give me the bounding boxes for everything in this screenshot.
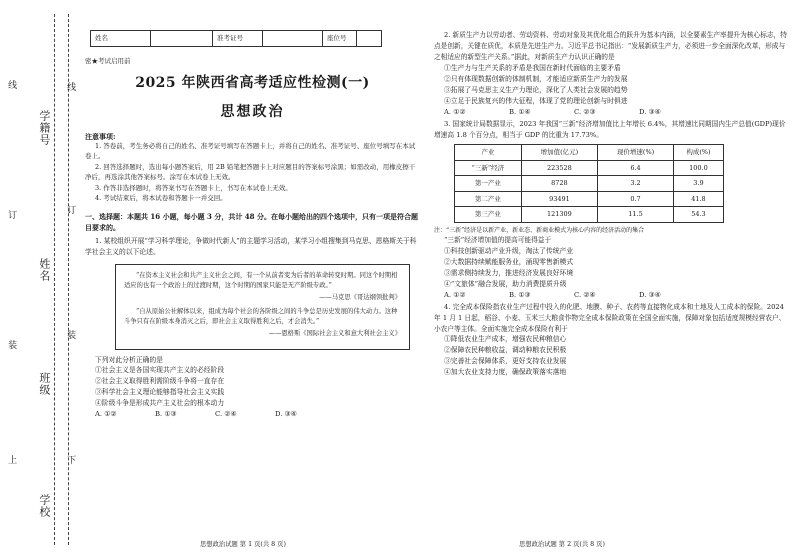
table-cell: 93491 xyxy=(521,191,597,207)
seat-input-cell[interactable] xyxy=(357,31,382,47)
candidate-info-table xyxy=(90,30,382,47)
table-note: 注：“三新”经济是以新产业、新业态、新商业模式为核心内容的经济活动的集合 xyxy=(434,226,645,234)
choice-c[interactable]: C. ②④ xyxy=(215,410,237,419)
section-heading: 一、选择题：本题共 16 小题，每小题 3 分，共计 48 分。在每小题给出的四个选项中，只有一项是符合题目要求的。 xyxy=(85,212,418,233)
statement-option: ②大数据持续赋能服务业，涌现零售新模式 xyxy=(444,257,574,266)
student-id-label: 学籍号 xyxy=(37,110,51,146)
question-4-stem: 4. 完全成本保险指农业生产过程中投入的化肥、地膜、种子、农药等直接物化成本和土地及人工成本的保险。2024 年 1 月 1 日起，稻谷、小麦、玉米三大粮食作物完全成本保险政策在全国全面实施，保障对象包括适度规模经营农户、小农户等主体。全面实施完全成本保险有利于 xyxy=(434,302,786,333)
statement-option: ③拓展了马克思主义生产力理论，深化了人类社会发展的趋势 xyxy=(444,85,628,94)
statement-option: ②保障农民种粮收益，调动种粮农民积极 xyxy=(444,346,567,355)
industry-data-table xyxy=(454,144,724,223)
binding-char-bind-outer: 订 xyxy=(6,210,17,220)
table-cell: 6.4 xyxy=(598,160,674,176)
binding-char-up: 上 xyxy=(6,455,17,465)
choice-c[interactable]: C. ②④ xyxy=(574,290,596,299)
table-cell: 3.2 xyxy=(598,176,674,192)
quote-engels: “自从原始公社解体以来，组成为每个社会的各阶级之间的斗争总是历史发展的伟大动力。这种斗争只有在阶级本身消灭之后，即社会主义取得胜利之后，才会消失。” xyxy=(124,307,398,326)
choice-d[interactable]: D. ③④ xyxy=(639,290,661,299)
class-label: 班级 xyxy=(37,372,51,396)
student-name-label: 姓名 xyxy=(37,258,51,282)
notice-item: 3. 作答非选择题时，将答案书写在答题卡上，书写在本试卷上无效。 xyxy=(95,183,292,192)
statement-option: ④阶级斗争是形成共产主义社会的根本动力 xyxy=(95,399,225,408)
notice-item: 2. 回答选择题时，选出每小题答案后，用 2B 铅笔把答题卡上对应题目的答案标号涂黑；如需改动，用橡皮擦干净后，再选涂其他答案标号。涂写在本试卷上无效。 xyxy=(85,162,416,182)
binding-strip xyxy=(0,0,82,559)
subject-title: 思想政治 xyxy=(220,103,285,120)
statement-option: ④加大农业支持力度，确保政策落实落地 xyxy=(444,368,567,377)
statement-option: ③完善社会保障体系，更好支持农业发展 xyxy=(444,357,567,366)
seat-cell: 座位号 xyxy=(323,31,357,47)
notice-item: 1. 答卷前，考生务必将自己的姓名、准考证号填写在答题卡上，并将自己的姓名、准考证号、座位号填写在本试卷上。 xyxy=(85,141,416,161)
table-cell: 41.8 xyxy=(673,191,723,207)
table-cell: 121309 xyxy=(521,207,597,223)
statement-option: ①社会主义是各国实现共产主义的必经阶段 xyxy=(95,366,225,375)
choice-a[interactable]: A. ①② xyxy=(444,290,466,299)
binding-char-line: 线 xyxy=(65,82,76,92)
table-cell: 8728 xyxy=(521,176,597,192)
statement-option: ②只有体现数据创新的体制机制，才能适应新质生产力的发展 xyxy=(444,74,628,83)
table-row xyxy=(455,176,724,192)
table-cell: 第三产业 xyxy=(455,207,522,223)
table-row xyxy=(455,160,724,176)
notice-item: 4. 考试结束后，将本试卷和答题卡一并交回。 xyxy=(95,193,227,202)
statement-option: ③科学社会主义理论能够指导社会主义实践 xyxy=(95,388,225,397)
quote-box xyxy=(115,264,410,350)
table-header: 增加值(亿元) xyxy=(521,145,597,161)
table-cell: 11.5 xyxy=(598,207,674,223)
name-cell: 姓名 xyxy=(91,31,151,47)
exam-title: 2025 年陕西省高考适应性检测(一) xyxy=(135,74,370,91)
table-cell: 100.0 xyxy=(673,160,723,176)
confidential-mark: 密★考试启用前 xyxy=(85,57,131,65)
page-footer: 思想政治试题 第 1 页(共 8 页) xyxy=(200,540,286,548)
question-3-stem: 3. 国家统计局数据显示，2023 年我国“三新”经济增加值比上年增长 6.4%，其增速比同期国内生产总值(GDP)现价增速高 1.8 个百分点，相当于 GDP 的比重为 17.73%。 xyxy=(434,119,786,139)
binding-char-bind: 订 xyxy=(65,205,76,215)
choice-a[interactable]: A. ①② xyxy=(444,107,466,116)
table-row xyxy=(455,191,724,207)
question-1-stem: 1. 某校组织开展“学习科学理论，争做时代新人”的主题学习活动，某学习小组搜集到马克思、恩格斯关于科学社会主义的以下论述。 xyxy=(85,237,417,256)
table-cell: 3.9 xyxy=(673,176,723,192)
choice-b[interactable]: B. ①③ xyxy=(155,410,177,419)
answer-choices xyxy=(434,291,788,300)
question-2-stem: 2. 新质生产力以劳动者、劳动资料、劳动对象及其优化组合的跃升为基本内涵，以全要素生产率提升为核心标志，特点是创新，关键在质优，本质是先进生产力。习近平总书记指出：“发展新质生产力，必须进一步全面深化改革，形成与之相适应的新型生产关系。”据此，对新质生产力认识正确的是 xyxy=(434,31,787,61)
statement-option: ④立足于民族复兴的伟大征程，体现了党的理论创新与时俱进 xyxy=(444,96,628,105)
table-header: 现价增速(%) xyxy=(598,145,674,161)
notice-heading: 注意事项: xyxy=(85,131,116,141)
choice-b[interactable]: B. ①③ xyxy=(509,290,531,299)
choice-c[interactable]: C. ②③ xyxy=(574,107,596,116)
cut-line-inner xyxy=(68,14,69,545)
table-header: 构成(%) xyxy=(673,145,723,161)
question-3-intro: “三新”经济增加值的提高可能得益于 xyxy=(444,235,552,244)
binding-char-line-outer: 线 xyxy=(6,80,17,90)
table-cell: 第二产业 xyxy=(455,191,522,207)
name-input-cell[interactable] xyxy=(151,31,213,47)
quote-marx: “在资本主义社会和共产主义社会之间，有一个从前者变为后者的革命转变时期。同这个时期相适应的也有一个政治上的过渡时期，这个时期的国家只能是无产阶级专政。” xyxy=(124,271,398,290)
table-cell: 223528 xyxy=(521,160,597,176)
choice-d[interactable]: D. ③④ xyxy=(275,410,297,419)
binding-char-install: 装 xyxy=(65,330,76,340)
answer-choices xyxy=(85,410,420,419)
table-cell: 0.7 xyxy=(598,191,674,207)
statement-option: ②社会主义取得胜利需阶级斗争将一直存在 xyxy=(95,377,225,386)
cut-line-outer xyxy=(54,14,55,545)
statement-option: ①降低农业生产成本，增强农民种粮信心 xyxy=(444,335,567,344)
table-cell: 54.3 xyxy=(673,207,723,223)
quote-source: ——马克思《哥达纲领批判》 xyxy=(319,293,401,301)
admission-input-cell[interactable] xyxy=(263,31,323,47)
school-label: 学校 xyxy=(37,494,51,518)
page-2 xyxy=(434,30,788,555)
table-cell: “三新”经济 xyxy=(455,160,522,176)
statement-option: ④“文旅体”融合发展，助力消费提质升级 xyxy=(444,279,567,288)
question-1-intro: 下列对此分析正确的是 xyxy=(95,356,163,365)
binding-char-down: 下 xyxy=(65,455,76,465)
choice-a[interactable]: A. ①② xyxy=(95,410,117,419)
statement-option: ①生产力与生产关系的矛盾是我国在新时代面临的主要矛盾 xyxy=(444,63,621,72)
admission-cell: 准考证号 xyxy=(213,31,263,47)
page-1 xyxy=(85,30,420,555)
page-footer: 思想政治试题 第 2 页(共 8 页) xyxy=(519,540,605,548)
binding-char-install-outer: 装 xyxy=(6,340,17,350)
table-header: 产业 xyxy=(455,145,522,161)
choice-d[interactable]: D. ③④ xyxy=(639,107,661,116)
statement-option: ③需求侧持续发力，推进经济发展良好环境 xyxy=(444,268,574,277)
table-row xyxy=(455,207,724,223)
choice-b[interactable]: B. ①④ xyxy=(509,107,531,116)
answer-choices xyxy=(434,108,788,117)
quote-source: ——恩格斯《国际社会主义和意大利社会主义》 xyxy=(268,329,401,337)
table-cell: 第一产业 xyxy=(455,176,522,192)
statement-option: ①科技创新驱动产业升级，淘汰了传统产业 xyxy=(444,246,574,255)
